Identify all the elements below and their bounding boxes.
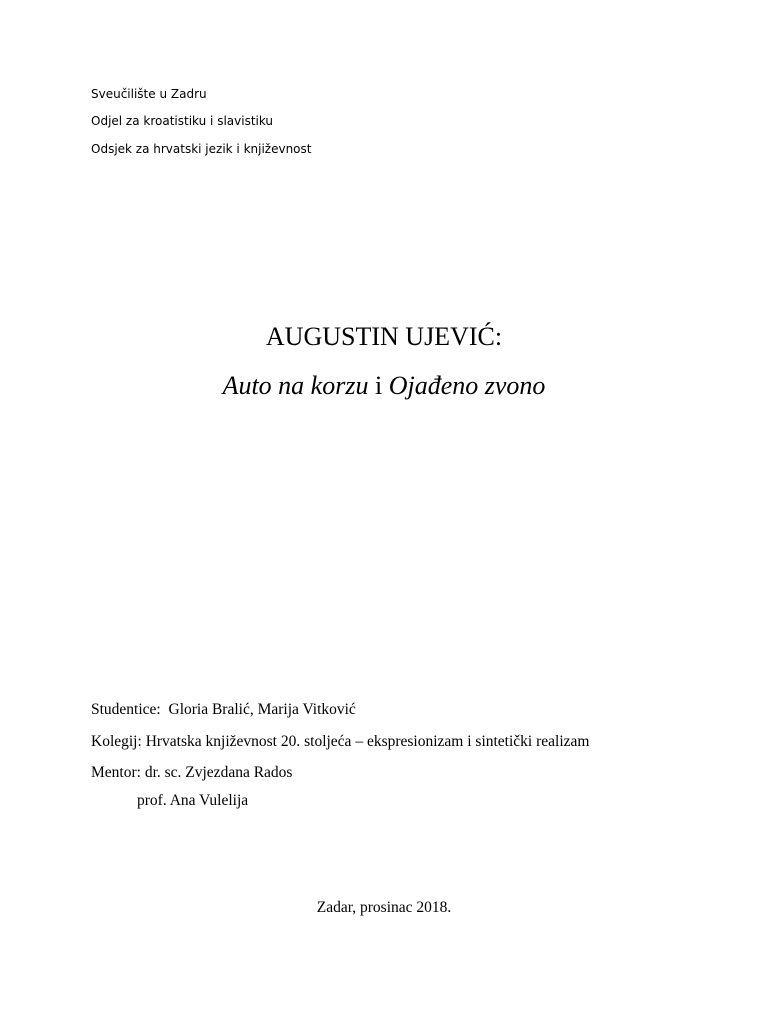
title-connector: i bbox=[368, 371, 389, 400]
work-title-1: Auto na korzu bbox=[222, 371, 369, 400]
mentor-line bbox=[91, 763, 292, 783]
mentor-label: Mentor: bbox=[91, 764, 141, 781]
second-mentor: prof. Ana Vulelija bbox=[137, 792, 249, 809]
students-line bbox=[91, 700, 356, 720]
course-label: Kolegij: bbox=[91, 733, 142, 750]
course-value: Hrvatska književnost 20. stoljeća – ekspresionizam i sintetički realizam bbox=[145, 733, 590, 750]
place-and-date: Zadar, prosinac 2018. bbox=[316, 899, 452, 916]
students-label: Studentice: bbox=[91, 701, 161, 718]
work-title-2: Ojađeno zvono bbox=[388, 371, 546, 400]
mentor-value: dr. sc. Zvjezdana Rados bbox=[144, 764, 293, 781]
document-subtitle bbox=[0, 369, 768, 403]
document-title: AUGUSTIN UJEVIĆ: bbox=[265, 322, 503, 351]
university-name: Sveučilište u Zadru bbox=[91, 87, 207, 101]
department-name: Odjel za kroatistiku i slavistiku bbox=[91, 114, 274, 128]
section-name: Odsjek za hrvatski jezik i književnost bbox=[91, 142, 312, 156]
course-line bbox=[91, 732, 589, 752]
students-value: Gloria Bralić, Marija Vitković bbox=[168, 701, 356, 718]
